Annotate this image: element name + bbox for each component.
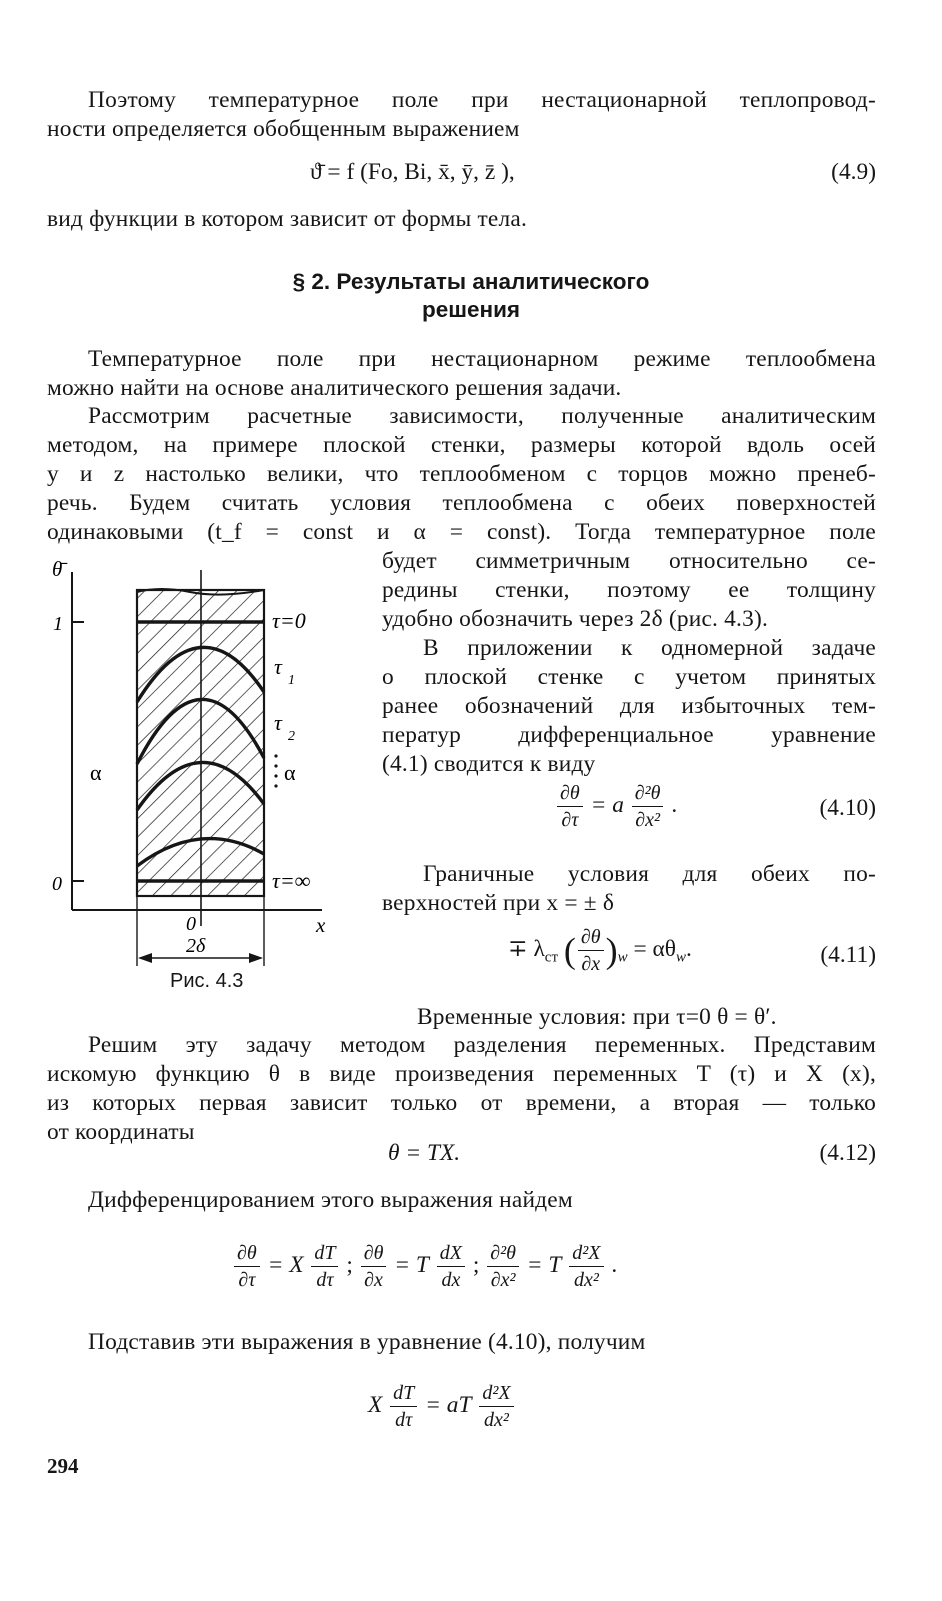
intro-line-2: ности определяется обобщенным выражением <box>47 116 520 142</box>
equation-number-4-11: (4.11) <box>820 942 876 968</box>
differentiation-text: Дифференцированием этого выражения найдем <box>88 1187 573 1213</box>
tau-inf-label: τ=∞ <box>272 868 311 893</box>
page-number: 294 <box>47 1454 79 1478</box>
width-label: 2δ <box>186 935 206 957</box>
dim-arrow-right <box>249 953 263 963</box>
section-heading-line-2: решения <box>421 297 521 322</box>
left-alpha-label: α <box>90 760 102 785</box>
right-alpha-label: α <box>284 760 296 785</box>
para2-line-1: Рассмотрим расчетные зависимости, полученные аналитическим <box>88 403 876 429</box>
para4-line-2: искомую функцию θ в виде произведения переменных T (τ) и X (x), <box>47 1061 876 1087</box>
equation-final: X $\frac{dT}{d\tau}$ = aT $\frac{\text{d²X}}{\text{dx²}}$ <box>368 1380 516 1433</box>
intro-line-1: Поэтому температурное поле при нестационарной теплопровод- <box>88 87 876 113</box>
para1-line-2: можно найти на основе аналитического решения задачи. <box>47 375 622 401</box>
tau-1-sub: 1 <box>288 673 295 688</box>
para4-line-1: Решим эту задачу методом разделения переменных. Представим <box>88 1032 876 1058</box>
equation-4-12: θ = TX. <box>388 1140 461 1166</box>
equation-4-11: ∓ $\lambda_{ст}$ ( $\frac{\partial\theta}{\partial x}$ )$_w = \alpha\theta_w$. <box>508 926 692 975</box>
tau-2-label: τ <box>274 710 282 735</box>
temporal-condition: Временные условия: при τ=0 θ = θ′. <box>417 1004 777 1030</box>
para2-line-5: одинаковыми (t_f = const и α = const). Тогда температурное поле <box>47 519 876 545</box>
para4-line-4: от координаты <box>47 1119 195 1145</box>
para2-wrap-3: удобно обозначить через 2δ (рис. 4.3). <box>382 606 769 632</box>
para3-line-2: о плоской стенке с учетом принятых <box>382 664 876 690</box>
para1-line-1: Температурное поле при нестационарном режиме теплообмена <box>88 346 876 372</box>
para3-line-5: (4.1) сводится к виду <box>382 751 596 777</box>
x-origin-label: 0 <box>186 913 196 935</box>
equation-derivatives: $\frac{\partial\theta}{\partial\tau}$ = X $\frac{dT}{d\tau}$ ; $\frac{\partial\theta}{\partial x}$ = T $\frac{dX}{dx}$ ; $\frac{\text{∂²θ}}{\text{∂x²}}$ = T $\frac{\text{d²X}}{\text{dx²}}$ . <box>232 1240 617 1293</box>
equation-4-10: $\frac{\partial\theta}{\partial\tau}$ = a $\frac{\text{∂²θ}}{\text{∂x²}}$ . <box>555 780 677 833</box>
para2-line-4: речь. Будем считать условия теплообмена с обеих поверхностей <box>47 490 876 516</box>
para2-line-2: методом, на примере плоской стенки, размеры которой вдоль осей <box>47 432 876 458</box>
para3-line-1: В приложении к одномерной задаче <box>423 635 876 661</box>
y-axis-label: θ̄ <box>52 557 63 581</box>
boundary-line-2: верхностей при x = ± δ <box>382 890 615 916</box>
para3-line-4: ператур дифференциальное уравнение <box>382 722 876 748</box>
x-axis-label: x <box>316 913 326 937</box>
equation-number-4-9: (4.9) <box>831 159 876 185</box>
dim-arrow-left <box>138 953 152 963</box>
equation-4-9: ϑ̄ = f (Fo, Bi, x̄, ȳ, z̄ ), <box>310 159 515 185</box>
para2-wrap-2: редины стенки, поэтому ее толщину <box>382 577 876 603</box>
equation-number-4-12: (4.12) <box>819 1140 876 1166</box>
tau-2-sub: 2 <box>288 729 295 744</box>
tau-0-label: τ=0 <box>272 608 306 633</box>
boundary-line-1: Граничные условия для обеих по- <box>423 861 876 887</box>
section-heading-line-1: § 2. Результаты аналитического <box>292 269 650 294</box>
figure-4-3 <box>40 548 360 968</box>
equation-number-4-10: (4.10) <box>819 795 876 821</box>
tau-1-label: τ <box>274 654 282 679</box>
after-eq-4-9: вид функции в котором зависит от формы тела. <box>47 206 527 232</box>
substitution-text: Подставив эти выражения в уравнение (4.10), получим <box>88 1329 646 1355</box>
tick-label-1: 1 <box>53 613 63 635</box>
para2-wrap-1: будет симметричным относительно се- <box>382 548 876 574</box>
para2-line-3: y и z настолько велики, что теплообменом с торцов можно пренеб- <box>47 461 876 487</box>
para4-line-3: из которых первая зависит только от времени, а вторая — только <box>47 1090 876 1116</box>
tick-label-0: 0 <box>52 873 62 895</box>
para3-line-3: ранее обозначений для избыточных тем- <box>382 693 876 719</box>
figure-caption: Рис. 4.3 <box>170 970 244 992</box>
